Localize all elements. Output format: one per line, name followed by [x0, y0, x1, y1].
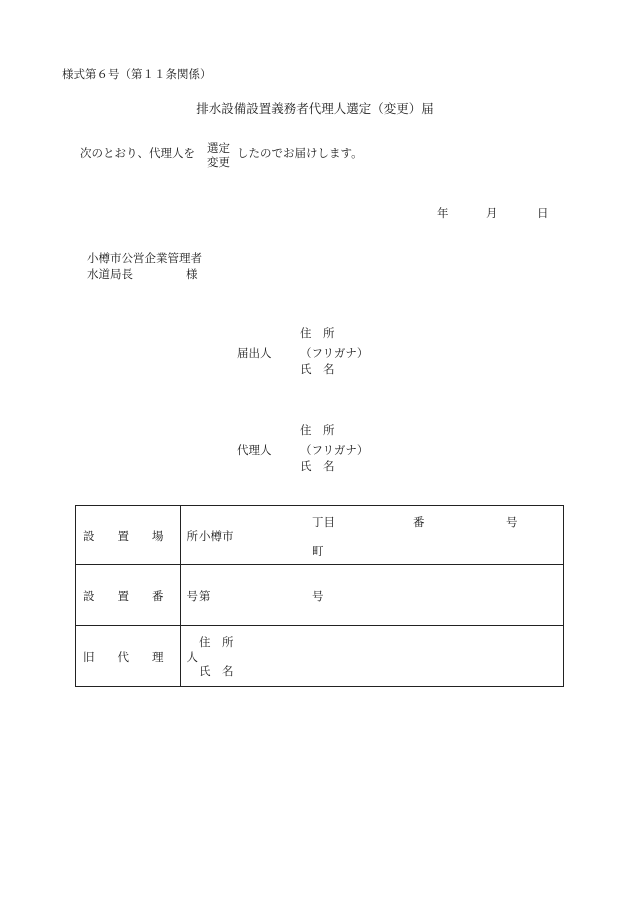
location-label-cell	[76, 506, 198, 565]
intro-text-after: したのでお届けします。	[237, 146, 363, 160]
former-agent-value-cell	[181, 626, 564, 687]
former-agent-address-label: 住 所	[199, 635, 234, 649]
date-year-label: 年	[437, 206, 449, 220]
agent-address-label: 住 所	[300, 423, 335, 437]
form-number: 様式第６号（第１１条関係）	[62, 67, 212, 81]
table-row-number	[76, 565, 564, 626]
location-ban-label: 番	[413, 515, 425, 529]
table-row-location	[76, 506, 564, 565]
agent-furigana-label: （フリガナ）	[300, 443, 369, 457]
addressee-honorific: 様	[186, 267, 198, 281]
form-title: 排水設備設置義務者代理人選定（変更）届	[196, 101, 434, 116]
intro-option-change: 変更	[207, 155, 230, 169]
former-agent-label: 旧 代 理 人	[83, 650, 198, 664]
location-machi-label: 町	[312, 544, 324, 558]
intro-option-select: 選定	[207, 141, 230, 155]
table-row-former-agent	[76, 626, 564, 687]
number-label: 設 置 番 号	[83, 589, 198, 603]
location-label: 設 置 場 所	[83, 529, 198, 543]
number-value-cell	[181, 565, 564, 626]
installation-info-table	[75, 505, 564, 687]
former-agent-label-cell	[76, 626, 198, 687]
number-prefix: 第	[199, 589, 211, 603]
location-chome-label: 丁目	[312, 515, 335, 529]
agent-name-label: 氏 名	[300, 459, 335, 473]
notifier-name-label: 氏 名	[300, 362, 335, 376]
number-suffix: 号	[312, 589, 324, 603]
number-label-cell	[76, 565, 198, 626]
addressee-line1: 小樽市公営企業管理者	[87, 251, 202, 265]
former-agent-name-label: 氏 名	[199, 664, 234, 678]
date-month-label: 月	[486, 206, 498, 220]
notifier-label: 届出人	[237, 346, 272, 360]
agent-label: 代理人	[237, 443, 272, 457]
location-go-label: 号	[506, 515, 518, 529]
location-value-cell	[181, 506, 564, 565]
intro-text-before: 次のとおり、代理人を	[80, 146, 195, 160]
date-day-label: 日	[537, 206, 549, 220]
notifier-furigana-label: （フリガナ）	[300, 346, 369, 360]
notifier-address-label: 住 所	[300, 326, 335, 340]
addressee-line2: 水道局長	[87, 267, 133, 281]
location-city: 小樽市	[199, 529, 234, 543]
intro-option-stack	[207, 141, 230, 169]
